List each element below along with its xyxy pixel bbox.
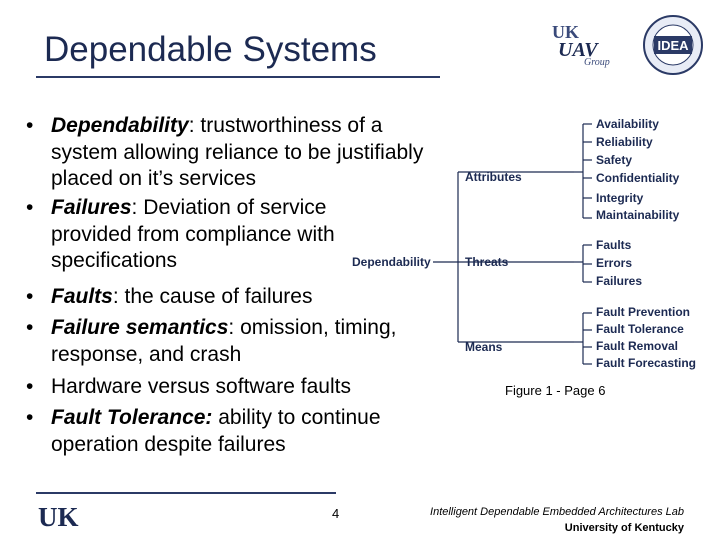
tree-leaf: Maintainability xyxy=(596,208,680,222)
footer-rule xyxy=(36,492,336,494)
logo-uav-text: UAV xyxy=(558,39,598,61)
bullet-marker: • xyxy=(26,114,34,137)
footer-university: University of Kentucky xyxy=(564,522,684,534)
bullet-marker: • xyxy=(26,406,34,429)
bullet-text: ability to continue operation despite failures xyxy=(51,406,381,456)
tree-branch-attributes: Attributes xyxy=(465,170,522,184)
tree-leaf: Fault Tolerance xyxy=(596,322,684,336)
footer-logo-text: UK xyxy=(38,502,79,530)
tree-leaf: Failures xyxy=(596,274,643,288)
uk-footer-logo xyxy=(36,500,84,530)
logo-idea-text: IDEA xyxy=(657,38,689,53)
tree-leaf: Errors xyxy=(596,256,633,270)
figure-caption: Figure 1 - Page 6 xyxy=(505,383,606,398)
tree-leaf: Fault Removal xyxy=(596,339,679,353)
tree-root-label: Dependability xyxy=(352,255,431,269)
logo-uk-text: UK xyxy=(552,22,579,42)
tree-leaf: Safety xyxy=(596,153,633,167)
bullet-marker: • xyxy=(26,285,34,308)
bullet-term: Fault Tolerance: xyxy=(51,406,213,429)
bullet-term: Failures xyxy=(51,196,132,219)
bullet-marker: • xyxy=(26,316,34,339)
bullet-term: Failure semantics xyxy=(51,316,229,339)
tree-leaf: Faults xyxy=(596,238,632,252)
tree-leaf: Integrity xyxy=(596,191,644,205)
logo-group-text: Group xyxy=(584,57,610,68)
bullet-text: : trustworthiness of a system allowing reliance to be justifiably placed on it’s services xyxy=(51,114,424,190)
bullet-text: : Deviation of service provided from compliance with specifications xyxy=(51,196,335,272)
bullet-marker: • xyxy=(26,375,34,398)
bullet-marker: • xyxy=(26,196,34,219)
bullet-term: Faults xyxy=(51,285,113,308)
bullet-text: : the cause of failures xyxy=(112,285,313,308)
bullet-term: Dependability xyxy=(51,114,189,137)
bullet-text: : omission, timing, response, and crash xyxy=(51,316,397,366)
bullet-text: Hardware versus software faults xyxy=(51,375,351,398)
tree-leaf: Fault Forecasting xyxy=(596,356,697,370)
tree-branch-means: Means xyxy=(465,340,503,354)
slide-title: Dependable Systems xyxy=(44,30,377,69)
tree-leaf: Reliability xyxy=(596,135,653,149)
tree-leaf: Availability xyxy=(596,117,659,131)
footer-lab-name: Intelligent Dependable Embedded Architectures Lab xyxy=(430,506,684,518)
tree-leaf: Confidentiality xyxy=(596,171,680,185)
page-number: 4 xyxy=(332,506,340,521)
tree-leaf: Fault Prevention xyxy=(596,305,691,319)
tree-branch-threats: Threats xyxy=(465,255,509,269)
